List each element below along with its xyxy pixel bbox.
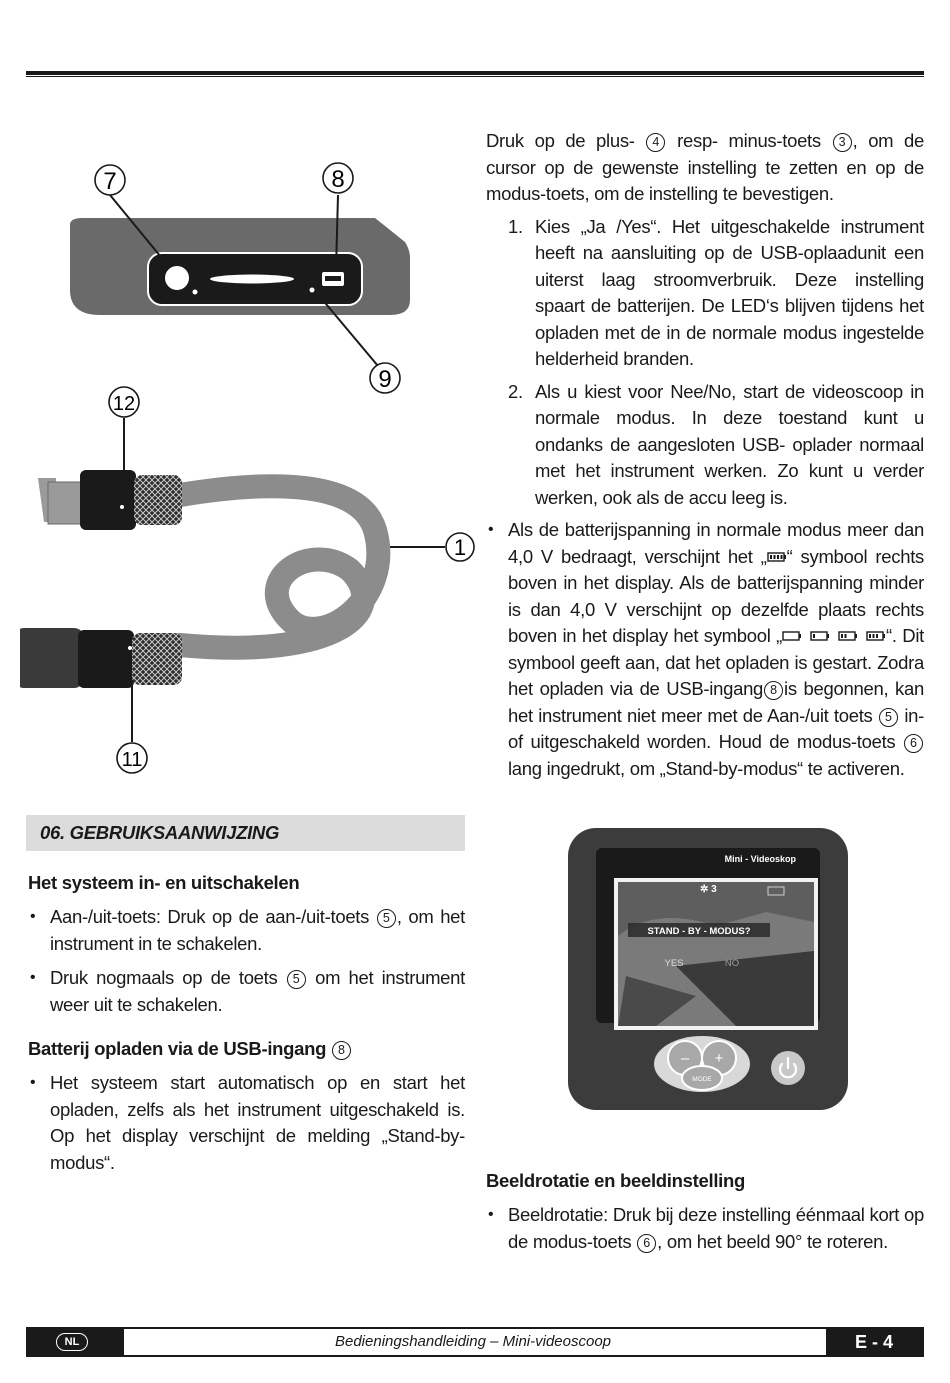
callout-1: 1 bbox=[453, 535, 467, 560]
camera-head-connector bbox=[38, 470, 182, 530]
device-brand: Mini - Videoskop bbox=[724, 854, 796, 864]
rotation-section bbox=[486, 1168, 924, 1263]
handle-and-cable-illustration bbox=[20, 150, 490, 790]
left-column bbox=[28, 870, 465, 1184]
svg-text:–: – bbox=[680, 1050, 690, 1067]
circle-number: 6 bbox=[904, 734, 923, 753]
callout-12: 12 bbox=[112, 393, 136, 415]
battery-full-icon bbox=[767, 552, 787, 562]
svg-text:+: + bbox=[714, 1050, 724, 1067]
callout-7: 7 bbox=[103, 168, 117, 195]
card-slot-icon bbox=[210, 275, 294, 284]
device-screen-illustration bbox=[566, 826, 850, 1112]
list-item: 1. Kies „Ja /Yes“. Het uitgeschakelde instrument heeft na aansluiting op de USB-oplaadunit een uiterst laag stroomverbruik. Deze instelling spaart de batterijen. De LED‘s blijven tijdens het opladen met de in de normale modus ingestelde helderheid branden. bbox=[508, 215, 924, 369]
circle-number: 4 bbox=[646, 133, 665, 152]
document-title: Bedieningshandleiding – Mini-videoscoop bbox=[334, 1333, 612, 1350]
circle-number: 5 bbox=[377, 909, 396, 928]
callout-8: 8 bbox=[331, 166, 345, 193]
list-item: 2. Als u kiest voor Nee/No, start de videoscoop in normale modus. In deze toestand kunt u ondanks de aangesloten USB- oplader normaal met het instrument werken. Zo kunt u verder werken, ook als de accu leeg is. bbox=[508, 380, 924, 508]
page-number: E - 4 bbox=[826, 1329, 922, 1355]
section-title: 06. GEBRUIKSAANWIJZING bbox=[40, 822, 280, 843]
callout-9: 9 bbox=[378, 366, 392, 393]
circle-number: 5 bbox=[287, 970, 306, 989]
handle-connector bbox=[20, 628, 182, 688]
subheading-rotation: Beeldrotatie en beeldinstelling bbox=[486, 1170, 746, 1191]
battery-charging-icons bbox=[782, 631, 886, 641]
section-header bbox=[26, 815, 465, 851]
callout-11: 11 bbox=[121, 749, 143, 771]
yes-option: YES bbox=[664, 958, 684, 969]
list-item: • Het systeem start automatisch op en start het opladen, zelfs als het instrument uitgeschakeld is. Op het display verschijnt de melding „Stand-by-modus“. bbox=[30, 1072, 465, 1173]
circle-number: 5 bbox=[879, 708, 898, 727]
no-option: NO bbox=[724, 958, 740, 969]
led-indicator-icon bbox=[310, 288, 315, 293]
intro-paragraph: Druk op de plus- 4 resp- minus-toets 3 , om de cursor op de gewenste instelling te zetten en op de modus-toets, om de instelling te bevestigen. bbox=[486, 130, 925, 204]
list-item: • Beeldrotatie: Druk bij deze instelling éénmaal kort op de modus-toets 6 , om het beeld 90° te roteren. bbox=[488, 1204, 924, 1252]
circle-number: 3 bbox=[833, 133, 852, 152]
handle-end-view bbox=[70, 218, 410, 315]
language-badge: NL bbox=[56, 1333, 88, 1351]
subheading-power: Het systeem in- en uitschakelen bbox=[28, 872, 300, 893]
page-footer bbox=[26, 1327, 924, 1357]
list-item: • Aan-/uit-toets: Druk op de aan-/uit-toets 5 , om het instrument in te schakelen. bbox=[30, 906, 466, 954]
subheading-charging: Batterij opladen via de USB-ingang 8 bbox=[28, 1036, 465, 1062]
circle-number: 6 bbox=[637, 1234, 656, 1253]
circle-number: 8 bbox=[764, 681, 783, 700]
battery-bullet: • Als de batterijspanning in normale modus meer dan 4,0 V bedraagt, verschijnt het „ “ symbool rechts boven in het display. Als de batterijspanning minder is dan 4,0 V verschijnt op dezelfde plaats rechts boven in het display het symbool „ “. Dit symbool geeft aan, dat het opladen is gestart. Zodra het opladen via de USB-ingang 8 is begonnen, kan het instrument niet meer met de Aan-/uit toets 5 in- of uitgeschakeld worden. Houd de modus-toets 6 lang ingedrukt, om „Stand-by-modus“ te activeren. bbox=[488, 519, 925, 779]
flexible-cable bbox=[180, 486, 378, 647]
standby-prompt: STAND - BY - MODUS? bbox=[647, 926, 751, 937]
status-indicator: ✲ 3 bbox=[700, 884, 717, 895]
right-column bbox=[486, 128, 924, 790]
power-button-icon bbox=[165, 266, 189, 290]
circle-number: 8 bbox=[332, 1041, 351, 1060]
svg-text:MODE: MODE bbox=[692, 1076, 712, 1083]
top-rule bbox=[26, 71, 924, 75]
list-item: • Druk nogmaals op de toets 5 om het instrument weer uit te schakelen. bbox=[30, 967, 465, 1015]
